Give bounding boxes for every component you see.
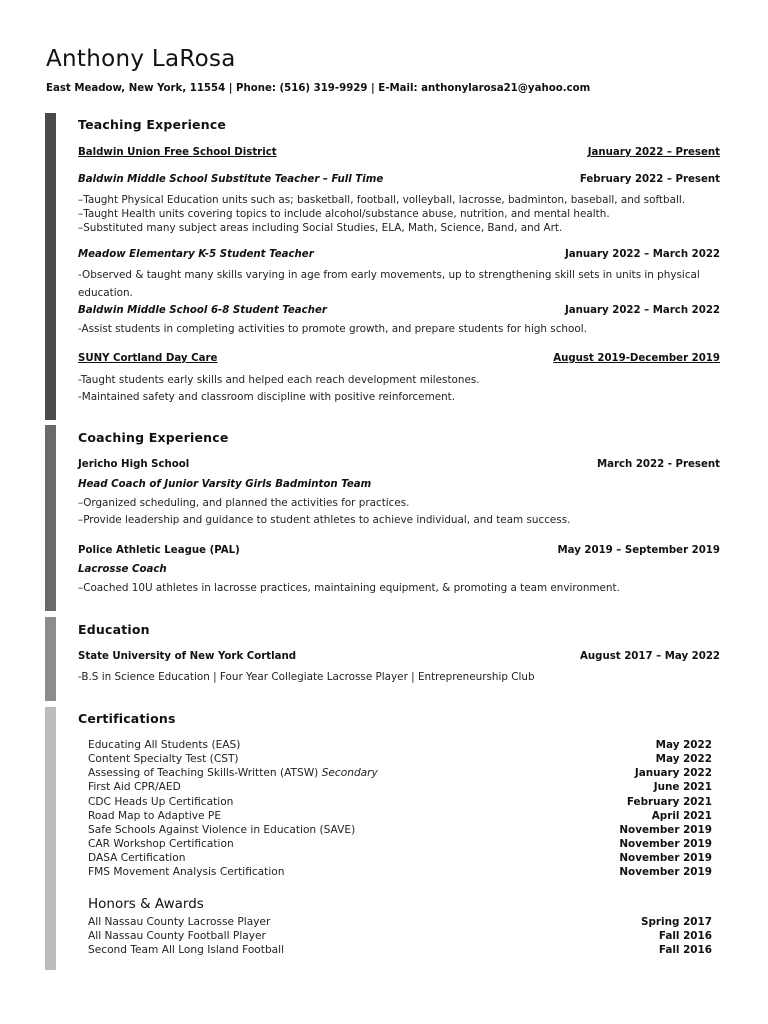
certification-name: Safe Schools Against Violence in Education (SAVE) xyxy=(88,824,356,836)
certification-qualifier: Secondary xyxy=(321,767,378,779)
certification-name: Content Specialty Test (CST) xyxy=(88,753,239,765)
certification-date: January 2022 xyxy=(634,767,712,779)
certification-name: CAR Workshop Certification xyxy=(88,838,234,850)
certification-date: June 2021 xyxy=(653,781,712,793)
certification-name: First Aid CPR/AED xyxy=(88,781,181,793)
certifications-heading: Certifications xyxy=(78,711,176,726)
teaching-heading: Teaching Experience xyxy=(78,117,227,132)
certification-name: CDC Heads Up Certification xyxy=(88,796,234,808)
certification-name: Educating All Students (EAS) xyxy=(88,739,241,751)
substitute-bullet: –Taught Health units covering topics to include alcohol/substance abuse, nutrition, and mental health. xyxy=(78,208,610,220)
lacrosse-coach-description: –Coached 10U athletes in lacrosse practices, maintaining equipment, & promoting a team environment. xyxy=(78,582,620,594)
education-description: -B.S in Science Education | Four Year Collegiate Lacrosse Player | Entrepreneurship Club xyxy=(78,671,535,683)
teaching-org-suny-day-care: SUNY Cortland Day Care xyxy=(78,353,218,364)
role-substitute-teacher-date: February 2022 – Present xyxy=(579,174,720,185)
role-meadow-student-teacher: Meadow Elementary K-5 Student Teacher xyxy=(78,249,314,260)
badminton-bullet: –Organized scheduling, and planned the activities for practices. xyxy=(78,497,410,509)
coaching-org-pal-date: May 2019 – September 2019 xyxy=(557,545,720,556)
role-lacrosse-coach: Lacrosse Coach xyxy=(78,564,167,575)
role-baldwin-student-teacher: Baldwin Middle School 6-8 Student Teacher xyxy=(78,305,327,316)
baldwin-student-teacher-description: -Assist students in completing activities to promote growth, and prepare students for high school. xyxy=(78,323,587,335)
certification-date: May 2022 xyxy=(655,753,712,765)
meadow-description: -Observed & taught many skills varying in age from early movements, up to strengthening skill sets in units in physical education. xyxy=(78,269,700,299)
certification-date: November 2019 xyxy=(619,824,712,836)
honor-name: Second Team All Long Island Football xyxy=(88,944,285,956)
certification-name: DASA Certification xyxy=(88,852,186,864)
role-baldwin-student-teacher-date: January 2022 – March 2022 xyxy=(564,305,720,316)
teaching-org-suny-day-care-date: August 2019-December 2019 xyxy=(553,353,720,364)
candidate-name: Anthony LaRosa xyxy=(46,46,236,72)
certification-title: Assessing of Teaching Skills-Written (ATSW) xyxy=(88,767,319,779)
coaching-org-jericho-date: March 2022 - Present xyxy=(596,459,720,470)
education-heading: Education xyxy=(78,622,150,637)
honor-name: All Nassau County Football Player xyxy=(88,930,266,942)
certification-date: November 2019 xyxy=(619,852,712,864)
role-badminton-coach: Head Coach of Junior Varsity Girls Badminton Team xyxy=(78,479,372,490)
teaching-org-baldwin-date: January 2022 – Present xyxy=(587,147,720,158)
honor-name: All Nassau County Lacrosse Player xyxy=(88,916,271,928)
honor-date: Fall 2016 xyxy=(658,944,712,956)
section-bar-teaching xyxy=(45,113,56,420)
certification-date: May 2022 xyxy=(655,739,712,751)
role-substitute-teacher: Baldwin Middle School Substitute Teacher – Full Time xyxy=(78,174,384,185)
certification-date: April 2021 xyxy=(651,810,712,822)
honor-date: Fall 2016 xyxy=(658,930,712,942)
certification-date: February 2021 xyxy=(626,796,712,808)
contact-line: East Meadow, New York, 11554 | Phone: (516) 319-9929 | E-Mail: anthonylarosa21@yahoo.com xyxy=(46,83,591,94)
certification-name: Road Map to Adaptive PE xyxy=(88,810,222,822)
certification-name: FMS Movement Analysis Certification xyxy=(88,866,285,878)
section-bar-education xyxy=(45,617,56,701)
honor-date: Spring 2017 xyxy=(641,916,712,928)
education-date: August 2017 – May 2022 xyxy=(580,651,720,662)
coaching-org-pal: Police Athletic League (PAL) xyxy=(78,545,240,556)
certification-date: November 2019 xyxy=(619,838,712,850)
role-meadow-student-teacher-date: January 2022 – March 2022 xyxy=(564,249,720,260)
section-bar-coaching xyxy=(45,425,56,611)
teaching-org-baldwin: Baldwin Union Free School District xyxy=(78,147,277,158)
education-school: State University of New York Cortland xyxy=(78,651,297,662)
honors-heading: Honors & Awards xyxy=(88,896,204,912)
day-care-bullet: -Maintained safety and classroom discipline with positive reinforcement. xyxy=(78,391,456,403)
badminton-bullet: –Provide leadership and guidance to student athletes to achieve individual, and team success. xyxy=(78,514,571,526)
coaching-heading: Coaching Experience xyxy=(78,430,229,445)
day-care-bullet: -Taught students early skills and helped each reach development milestones. xyxy=(78,374,480,386)
certification-date: November 2019 xyxy=(619,866,712,878)
certification-name xyxy=(88,767,378,779)
section-bar-certifications xyxy=(45,707,56,970)
substitute-bullet: –Taught Physical Education units such as; basketball, football, volleyball, lacrosse, badminton, baseball, and softball. xyxy=(78,194,686,206)
substitute-bullet: –Substituted many subject areas including Social Studies, ELA, Math, Science, Band, and Art. xyxy=(78,222,563,234)
coaching-org-jericho: Jericho High School xyxy=(78,459,190,470)
